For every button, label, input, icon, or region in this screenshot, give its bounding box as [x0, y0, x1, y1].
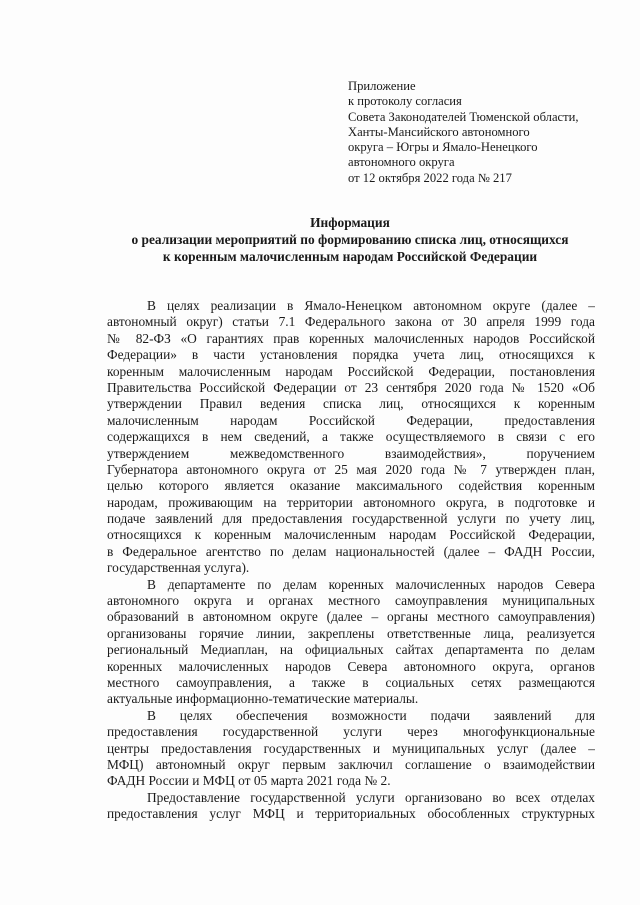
appendix-line: автономного округа [348, 155, 455, 170]
paragraph-line: В департаменте по делам коренных малочисленных народов Севера [147, 576, 595, 592]
paragraph-line: МФЦ) автономный округ первым заключил соглашение о взаимодействии [107, 756, 595, 772]
paragraph-line: утверждением межведомственного взаимодействия», поручением [107, 445, 595, 461]
paragraph-line: местного самоуправления, а также в социальных сетях размещаются [107, 674, 595, 690]
paragraph-line: В целях обеспечения возможности подачи заявлений для [147, 707, 595, 723]
paragraph-line: Предоставление государственной услуги организовано во всех отделах [147, 789, 595, 805]
paragraph-line: предоставления услуг МФЦ и территориальных обособленных структурных [107, 806, 595, 822]
paragraph-line: региональный Медиаплан, на официальных сайтах департамента по делам [107, 642, 595, 658]
paragraph-line: утверждении Правил ведения списка лиц, относящихся к коренным [107, 396, 595, 412]
paragraph-line: Губернатора автономного округа от 25 мая 2020 года № 7 утвержден план, [107, 461, 595, 477]
paragraph-line: народам, проживающим на территории автономного округа, в подготовке и [107, 494, 595, 510]
document-body [107, 298, 595, 823]
paragraph-line: малочисленным народам Российской Федерации, предоставления [107, 412, 595, 428]
title-line: Информация [310, 215, 390, 230]
paragraph-line: автономного округа и органах местного самоуправления муниципальных [107, 593, 595, 609]
appendix-line: к протоколу согласия [348, 94, 462, 109]
appendix-line: Приложение [348, 79, 416, 93]
paragraph-line: автономный округ) статьи 7.1 Федерального закона от 30 апреля 1999 года [107, 314, 595, 330]
paragraph-line: образований в автономном округе (далее – органы местного самоуправления) [107, 609, 595, 625]
paragraph-line: центры предоставления государственных и муниципальных услуг (далее – [107, 740, 595, 756]
appendix-line: Ханты-Мансийского автономного [348, 124, 530, 139]
paragraph [107, 298, 595, 577]
document-title [100, 214, 600, 265]
paragraph-line: В целях реализации в Ямало-Ненецком автономном округе (далее – [147, 298, 595, 313]
paragraph-line: содержащихся в нем сведений, а также осуществляемого в связи с его [107, 429, 595, 445]
paragraph-line: коренным малочисленным народам Российской Федерации, постановления [107, 363, 595, 379]
title-line: к коренным малочисленным народам Российской Федерации [162, 249, 538, 264]
paragraph [107, 577, 595, 708]
paragraph-line: государственная услуга). [107, 560, 250, 576]
appendix-line: от 12 октября 2022 года № 217 [348, 170, 512, 185]
paragraph-line: актуальные информационно-тематические материалы. [107, 691, 419, 707]
paragraph-line: подаче заявлений для предоставления государственной услуги по учету лиц, [107, 511, 595, 527]
paragraph [107, 708, 595, 790]
paragraph-line: организованы горячие линии, закреплены ответственные лица, реализуется [107, 625, 595, 641]
appendix-header [348, 79, 618, 186]
paragraph-line: предоставления государственной услуги через многофункциональные [107, 724, 595, 740]
paragraph-line: Федерации» в части установления порядка учета лиц, относящихся к [107, 347, 595, 363]
paragraph [107, 790, 595, 823]
appendix-line: Совета Законодателей Тюменской области, [348, 109, 579, 124]
paragraph-line: № 82-ФЗ «О гарантиях прав коренных малочисленных народов Российской [107, 330, 595, 346]
paragraph-line: относящихся к коренным малочисленным народам Российской Федерации, [107, 527, 595, 543]
appendix-line: округа – Югры и Ямало-Ненецкого [348, 140, 538, 155]
paragraph-line: Правительства Российской Федерации от 23 сентября 2020 года № 1520 «Об [107, 379, 595, 395]
paragraph-line: коренных малочисленных народов Севера автономного округа, органов [107, 658, 595, 674]
paragraph-line: ФАДН России и МФЦ от 05 марта 2021 года № 2. [107, 773, 391, 789]
title-line: о реализации мероприятий по формированию списка лиц, относящихся [131, 232, 569, 247]
paragraph-line: целью которого является оказание максимального содействия коренным [107, 478, 595, 494]
paragraph-line: в Федеральное агентство по делам национальностей (далее – ФАДН России, [107, 543, 595, 559]
